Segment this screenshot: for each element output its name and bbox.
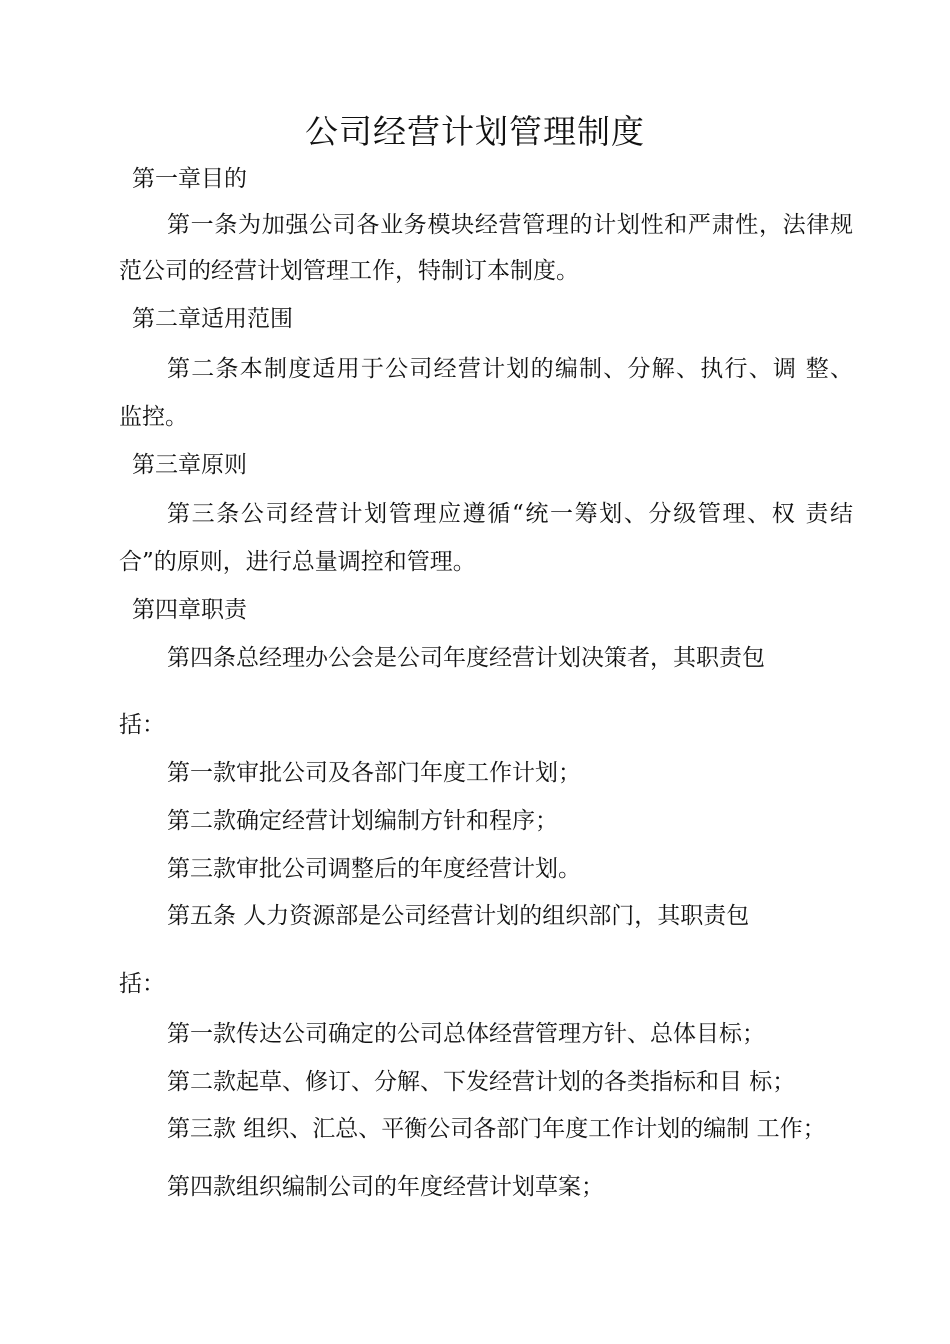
article-4-line-2: 括：: [119, 712, 165, 738]
article-4-line-1: 第四条总经理办公会是公司年度经营计划决策者，其职责包: [167, 645, 765, 671]
article-5-line-2: 括：: [119, 971, 165, 997]
article-1-line-1: 第一条为加强公司各业务模块经营管理的计划性和严肃性，法律规: [167, 212, 853, 238]
article-5-clause-4: 第四款组织编制公司的年度经营计划草案；: [167, 1174, 604, 1200]
article-3-line-1: 第三条公司经营计划管理应遵循“统一筹划、分级管理、权 责结: [167, 501, 853, 527]
article-2-line-1: 第二条本制度适用于公司经营计划的编制、分解、执行、调 整、: [167, 356, 853, 382]
article-5-clause-3: 第三款 组织、汇总、平衡公司各部门年度工作计划的编制 工作；: [167, 1116, 826, 1142]
chapter-heading-4: 第四章职责: [132, 597, 247, 623]
article-1-line-2: 范公司的经营计划管理工作，特制订本制度。: [119, 258, 579, 284]
article-4-clause-2: 第二款确定经营计划编制方针和程序；: [167, 808, 558, 834]
article-5-clause-1: 第一款传达公司确定的公司总体经营管理方针、总体目标；: [167, 1021, 765, 1047]
article-5-clause-2: 第二款起草、修订、分解、下发经营计划的各类指标和目 标；: [167, 1069, 796, 1095]
chapter-heading-2: 第二章适用范围: [132, 306, 293, 332]
chapter-heading-1: 第一章目的: [132, 166, 247, 192]
article-4-clause-3: 第三款审批公司调整后的年度经营计划。: [167, 856, 581, 882]
document-title: 公司经营计划管理制度: [305, 112, 645, 151]
article-2-line-2: 监控。: [119, 404, 188, 430]
article-5-line-1: 第五条 人力资源部是公司经营计划的组织部门，其职责包: [167, 903, 750, 929]
article-4-clause-1: 第一款审批公司及各部门年度工作计划；: [167, 760, 581, 786]
chapter-heading-3: 第三章原则: [132, 452, 247, 478]
article-3-line-2: 合”的原则，进行总量调控和管理。: [119, 549, 476, 575]
